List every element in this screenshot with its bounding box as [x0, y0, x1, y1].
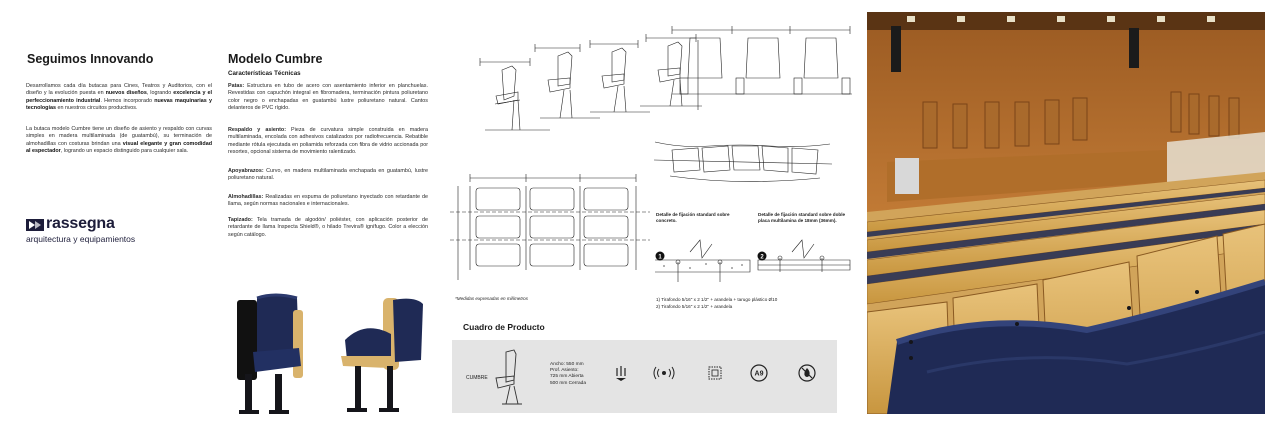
intro-paragraph-1: Desarrollamos cada día butacas para Cines, Teatros y Auditorios, con el diseño y la evolución puesta en nuevos diseños, logrando excelencia y el perfeccionamiento industrial. Hemos incorporado nuevas maquinarias y tecnologías en nuestros circuitos productivos. — [26, 83, 213, 112]
spec-armrests: Apoyabrazos: Curvo, en madera multilaminada enchapada en guatambú, lustre poliuretano natural. — [228, 168, 428, 182]
perspective-row-drawing — [654, 142, 832, 182]
fixing-details — [655, 240, 850, 282]
measure-note: *Medidas expresadas en milímetros — [455, 296, 529, 301]
spec-legs: Patas: Estructura en tubo de acero con asentamiento inferior en planchuelas. Revestidas con capuchón integral en fibromadera, terminación pintura poliuretano color negro o enchapadas en guatambú lustre poliuretano natural. Cantos delanteros de PVC rígido. — [228, 83, 428, 112]
chair-profile-icon — [490, 348, 526, 408]
intro-title: Seguimos Innovando — [27, 52, 154, 66]
fire-retardant-icon — [612, 364, 630, 382]
intro-panel — [0, 0, 215, 426]
front-elevation-drawing — [672, 26, 852, 94]
chair-front-view — [237, 295, 303, 414]
spec-upholstery: Tapizado: Tela tramada de algodón/ poliéster, con aplicación posterior de retardante de llama Inspecta Shield®, o hilado Trevira® ignífugo. Color a elección según catálogo. — [228, 217, 428, 238]
product-model-label: CUMBRE — [466, 375, 488, 381]
auditorium-photo-panel — [865, 0, 1280, 426]
spec-cushions: Almohadillas: Realizadas en espuma de poliuretano inyectado con retardante de llama, según normas nacionales e internacionales. — [228, 194, 428, 208]
spec-seat-back: Respaldo y asiento: Pieza de curvatura simple construida en madera multilaminada, encolada con adhesivos catalizados por radiofrecuencia. Rebatible mediante rótula ejecutada en poliamida reforzada con fibra de vidrio accionada por resortes, opcional sistema de movimiento ralentizado. — [228, 127, 428, 156]
spec-panel — [215, 0, 440, 426]
detail-number-badges — [656, 252, 767, 261]
fixing-note-2: 2) Tirafondo 5/16" x 2 1/2" + arandela — [656, 304, 733, 309]
vibration-icon — [652, 364, 676, 382]
intro-paragraph-2: La butaca modelo Cumbre tiene un diseño de asiento y respaldo con curvas simples en madera multilaminada (de guatambú), su terminación de almohadillas con costuras brindan una visual elegante y gran comodidad al espectador, logrando un espacio distinguido para cualquier sala. — [26, 126, 213, 155]
a9-badge-text: A9 — [754, 370, 764, 378]
spec-subtitle: Características Técnicas — [228, 70, 301, 77]
spec-title: Modelo Cumbre — [228, 52, 323, 66]
fixing-note-1: 1) Tirafondo 5/16" x 2 1/2" + arandela + tarugo plástico Ø10 — [656, 297, 778, 302]
auditorium-seat-rows — [867, 172, 1265, 414]
logo-tagline: arquitectura y equipamientos — [26, 234, 136, 244]
logo-name: rassegna — [46, 215, 115, 232]
side-elevation-drawings — [480, 34, 702, 130]
detail-concrete-caption: Detalle de fijación standard sobre concreto. — [656, 212, 730, 223]
a9-badge-icon — [750, 364, 768, 382]
chair-photos — [215, 290, 440, 420]
product-dimensions: Ancho: 550 mm Prof. Asiento: 725 mm Abierta 500 mm Cerrada — [550, 362, 586, 386]
technical-drawings — [440, 0, 865, 320]
no-fire-icon — [798, 364, 816, 382]
detail-wood-caption: Detalle de fijación standard sobre doble placa multilamina de 18mm (36mm). — [758, 212, 846, 223]
chair-side-view — [341, 298, 423, 412]
detail-number-1: 1 — [658, 254, 662, 261]
auditorium-photo — [867, 12, 1265, 414]
fabric-icon — [706, 364, 724, 382]
concrete-hatch — [663, 263, 743, 269]
plan-view-drawing — [450, 174, 650, 280]
detail-number-2: 2 — [760, 254, 764, 261]
rassegna-logo-icon — [26, 219, 44, 231]
product-box — [452, 340, 837, 413]
product-box-title: Cuadro de Producto — [463, 322, 545, 332]
